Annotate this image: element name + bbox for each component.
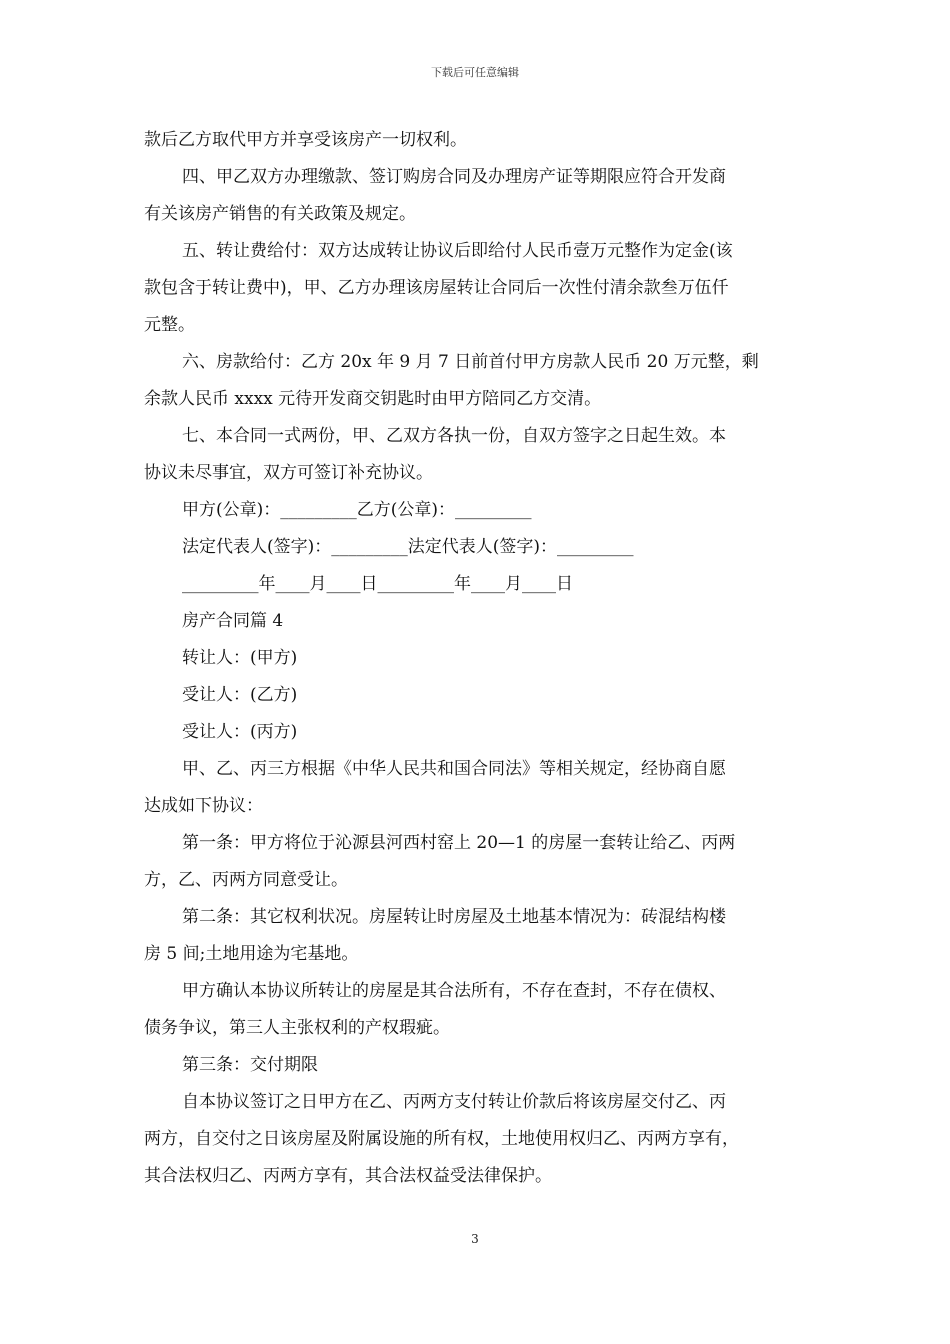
text-line: 甲方(公章)：_________乙方(公章)：_________: [182, 500, 532, 520]
page-header: 下载后可任意编辑: [431, 66, 519, 79]
text-line: 受让人：(乙方): [182, 685, 298, 705]
text-line: 房产合同篇 4: [182, 611, 284, 631]
text-line: 房 5 间;土地用途为宅基地。: [144, 944, 359, 964]
text-line: 受让人：(丙方): [182, 722, 298, 742]
text-line: 有关该房产销售的有关政策及规定。: [144, 204, 416, 224]
text-line: 五、转让费给付：双方达成转让协议后即给付人民币壹万元整作为定金(该: [182, 241, 733, 261]
text-line: 其合法权归乙、丙两方享有，其合法权益受法律保护。: [144, 1166, 552, 1186]
text-line: 甲方确认本协议所转让的房屋是其合法所有，不存在查封，不存在债权、: [182, 981, 726, 1001]
text-line: 转让人：(甲方): [182, 648, 298, 668]
text-line: 款包含于转让费中)，甲、乙方办理该房屋转让合同后一次性付清余款叁万伍仟: [144, 278, 729, 298]
text-line: 第三条：交付期限: [182, 1055, 318, 1075]
text-line: 第一条：甲方将位于沁源县河西村窑上 20—1 的房屋一套转让给乙、丙两: [182, 833, 736, 853]
text-line: 两方，自交付之日该房屋及附属设施的所有权，土地使用权归乙、丙两方享有，: [144, 1129, 739, 1149]
text-line: 协议未尽事宜，双方可签订补充协议。: [144, 463, 433, 483]
text-line: 余款人民币 xxxx 元待开发商交钥匙时由甲方陪同乙方交清。: [144, 389, 602, 409]
text-line: _________年____月____日_________年____月____日: [182, 574, 573, 594]
text-line: 七、本合同一式两份，甲、乙双方各执一份，自双方签字之日起生效。本: [182, 426, 726, 446]
text-line: 方，乙、丙两方同意受让。: [144, 870, 348, 890]
document-body: [144, 122, 824, 1195]
text-line: 甲、乙、丙三方根据《中华人民共和国合同法》等相关规定，经协商自愿: [182, 759, 726, 779]
text-line: 债务争议，第三人主张权利的产权瑕疵。: [144, 1018, 450, 1038]
text-line: 六、房款给付：乙方 20x 年 9 月 7 日前首付甲方房款人民币 20 万元整，剩: [182, 352, 759, 372]
text-line: 达成如下协议：: [144, 796, 263, 816]
text-line: 元整。: [144, 315, 195, 335]
text-line: 自本协议签订之日甲方在乙、丙两方支付转让价款后将该房屋交付乙、丙: [182, 1092, 726, 1112]
text-line: 法定代表人(签字)：_________法定代表人(签字)：_________: [182, 537, 634, 557]
text-line: 款后乙方取代甲方并享受该房产一切权利。: [144, 130, 467, 150]
text-line: 第二条：其它权利状况。房屋转让时房屋及土地基本情况为：砖混结构楼: [182, 907, 726, 927]
text-line: 四、甲乙双方办理缴款、签订购房合同及办理房产证等期限应符合开发商: [182, 167, 726, 187]
page-number: 3: [471, 1232, 479, 1246]
